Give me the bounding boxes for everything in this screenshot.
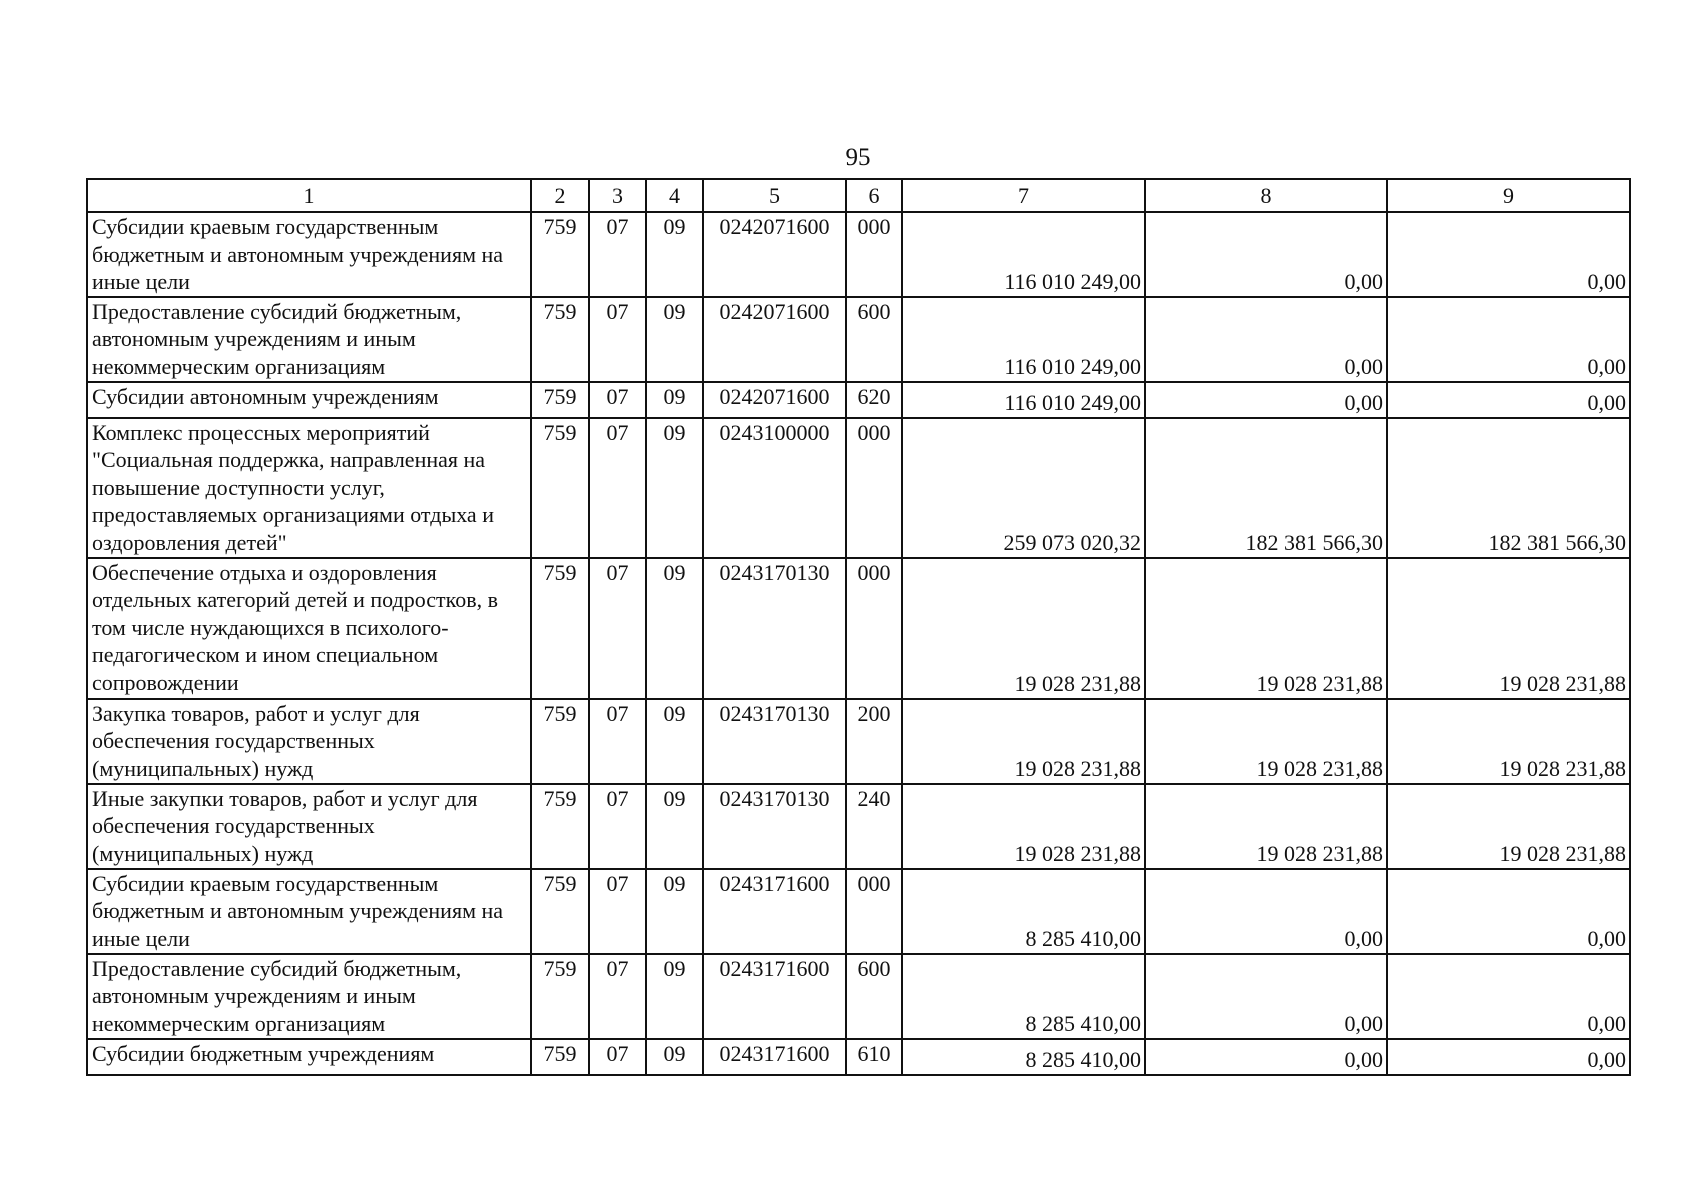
budget-table [86, 178, 1631, 1076]
admin-code: 759 [531, 784, 589, 869]
amount-col9: 19 028 231,88 [1387, 784, 1630, 869]
column-header: 3 [589, 179, 646, 212]
target-article-code: 0242071600 [703, 382, 846, 418]
admin-code: 759 [531, 954, 589, 1039]
amount-col9: 0,00 [1387, 869, 1630, 954]
subsection-code: 09 [646, 297, 703, 382]
amount-col9: 19 028 231,88 [1387, 558, 1630, 699]
expense-type-code: 200 [846, 699, 902, 784]
amount-col8: 0,00 [1145, 212, 1387, 297]
amount-col8: 0,00 [1145, 1039, 1387, 1075]
table-row [87, 382, 1630, 418]
amount-col7: 19 028 231,88 [902, 699, 1145, 784]
amount-col8: 182 381 566,30 [1145, 418, 1387, 558]
amount-col7: 8 285 410,00 [902, 869, 1145, 954]
section-code: 07 [589, 297, 646, 382]
row-name: Иные закупки товаров, работ и услуг для обеспечения государственных (муниципальных) нужд [87, 784, 531, 869]
table-row [87, 418, 1630, 558]
column-number-row [87, 179, 1630, 212]
admin-code: 759 [531, 558, 589, 699]
target-article-code: 0243171600 [703, 869, 846, 954]
table-row [87, 558, 1630, 699]
expense-type-code: 000 [846, 869, 902, 954]
section-code: 07 [589, 212, 646, 297]
target-article-code: 0243170130 [703, 558, 846, 699]
target-article-code: 0242071600 [703, 212, 846, 297]
amount-col9: 0,00 [1387, 954, 1630, 1039]
row-name: Закупка товаров, работ и услуг для обеспечения государственных (муниципальных) нужд [87, 699, 531, 784]
table-row [87, 954, 1630, 1039]
admin-code: 759 [531, 418, 589, 558]
column-header: 9 [1387, 179, 1630, 212]
row-name: Предоставление субсидий бюджетным, автономным учреждениям и иным некоммерческим организациям [87, 297, 531, 382]
row-name: Субсидии автономным учреждениям [87, 382, 531, 418]
target-article-code: 0243171600 [703, 954, 846, 1039]
subsection-code: 09 [646, 699, 703, 784]
subsection-code: 09 [646, 418, 703, 558]
section-code: 07 [589, 382, 646, 418]
amount-col9: 0,00 [1387, 212, 1630, 297]
subsection-code: 09 [646, 212, 703, 297]
expense-type-code: 000 [846, 418, 902, 558]
expense-type-code: 600 [846, 297, 902, 382]
subsection-code: 09 [646, 1039, 703, 1075]
amount-col9: 0,00 [1387, 297, 1630, 382]
amount-col8: 0,00 [1145, 382, 1387, 418]
table-row [87, 784, 1630, 869]
amount-col8: 0,00 [1145, 297, 1387, 382]
amount-col7: 116 010 249,00 [902, 212, 1145, 297]
page-number: 95 [845, 144, 871, 171]
expense-type-code: 000 [846, 212, 902, 297]
amount-col8: 0,00 [1145, 869, 1387, 954]
expense-type-code: 620 [846, 382, 902, 418]
amount-col8: 19 028 231,88 [1145, 558, 1387, 699]
admin-code: 759 [531, 382, 589, 418]
section-code: 07 [589, 1039, 646, 1075]
column-header: 1 [87, 179, 531, 212]
amount-col8: 19 028 231,88 [1145, 784, 1387, 869]
column-header: 4 [646, 179, 703, 212]
table-row [87, 297, 1630, 382]
section-code: 07 [589, 699, 646, 784]
section-code: 07 [589, 869, 646, 954]
column-header: 2 [531, 179, 589, 212]
subsection-code: 09 [646, 382, 703, 418]
row-name: Комплекс процессных мероприятий "Социальная поддержка, направленная на повышение доступности услуг, предоставляемых организациями отдыха и оздоровления детей" [87, 418, 531, 558]
admin-code: 759 [531, 1039, 589, 1075]
expense-type-code: 610 [846, 1039, 902, 1075]
table-row [87, 1039, 1630, 1075]
target-article-code: 0243171600 [703, 1039, 846, 1075]
expense-type-code: 000 [846, 558, 902, 699]
section-code: 07 [589, 418, 646, 558]
subsection-code: 09 [646, 558, 703, 699]
column-header: 8 [1145, 179, 1387, 212]
expense-type-code: 600 [846, 954, 902, 1039]
amount-col9: 0,00 [1387, 382, 1630, 418]
amount-col9: 182 381 566,30 [1387, 418, 1630, 558]
amount-col7: 8 285 410,00 [902, 1039, 1145, 1075]
column-header: 6 [846, 179, 902, 212]
subsection-code: 09 [646, 954, 703, 1039]
row-name: Субсидии краевым государственным бюджетным и автономным учреждениям на иные цели [87, 869, 531, 954]
row-name: Предоставление субсидий бюджетным, автономным учреждениям и иным некоммерческим организациям [87, 954, 531, 1039]
section-code: 07 [589, 558, 646, 699]
amount-col9: 19 028 231,88 [1387, 699, 1630, 784]
section-code: 07 [589, 784, 646, 869]
subsection-code: 09 [646, 869, 703, 954]
amount-col7: 259 073 020,32 [902, 418, 1145, 558]
target-article-code: 0242071600 [703, 297, 846, 382]
table-row [87, 869, 1630, 954]
target-article-code: 0243100000 [703, 418, 846, 558]
table-row [87, 212, 1630, 297]
column-header: 7 [902, 179, 1145, 212]
amount-col9: 0,00 [1387, 1039, 1630, 1075]
admin-code: 759 [531, 699, 589, 784]
amount-col7: 8 285 410,00 [902, 954, 1145, 1039]
target-article-code: 0243170130 [703, 784, 846, 869]
column-header: 5 [703, 179, 846, 212]
row-name: Обеспечение отдыха и оздоровления отдельных категорий детей и подростков, в том числе нуждающихся в психолого-педагогическом и ином специальном сопровождении [87, 558, 531, 699]
admin-code: 759 [531, 869, 589, 954]
row-name: Субсидии бюджетным учреждениям [87, 1039, 531, 1075]
amount-col7: 19 028 231,88 [902, 558, 1145, 699]
expense-type-code: 240 [846, 784, 902, 869]
amount-col7: 116 010 249,00 [902, 297, 1145, 382]
subsection-code: 09 [646, 784, 703, 869]
row-name: Субсидии краевым государственным бюджетным и автономным учреждениям на иные цели [87, 212, 531, 297]
section-code: 07 [589, 954, 646, 1039]
amount-col8: 19 028 231,88 [1145, 699, 1387, 784]
target-article-code: 0243170130 [703, 699, 846, 784]
amount-col7: 116 010 249,00 [902, 382, 1145, 418]
amount-col8: 0,00 [1145, 954, 1387, 1039]
table-row [87, 699, 1630, 784]
admin-code: 759 [531, 212, 589, 297]
admin-code: 759 [531, 297, 589, 382]
amount-col7: 19 028 231,88 [902, 784, 1145, 869]
